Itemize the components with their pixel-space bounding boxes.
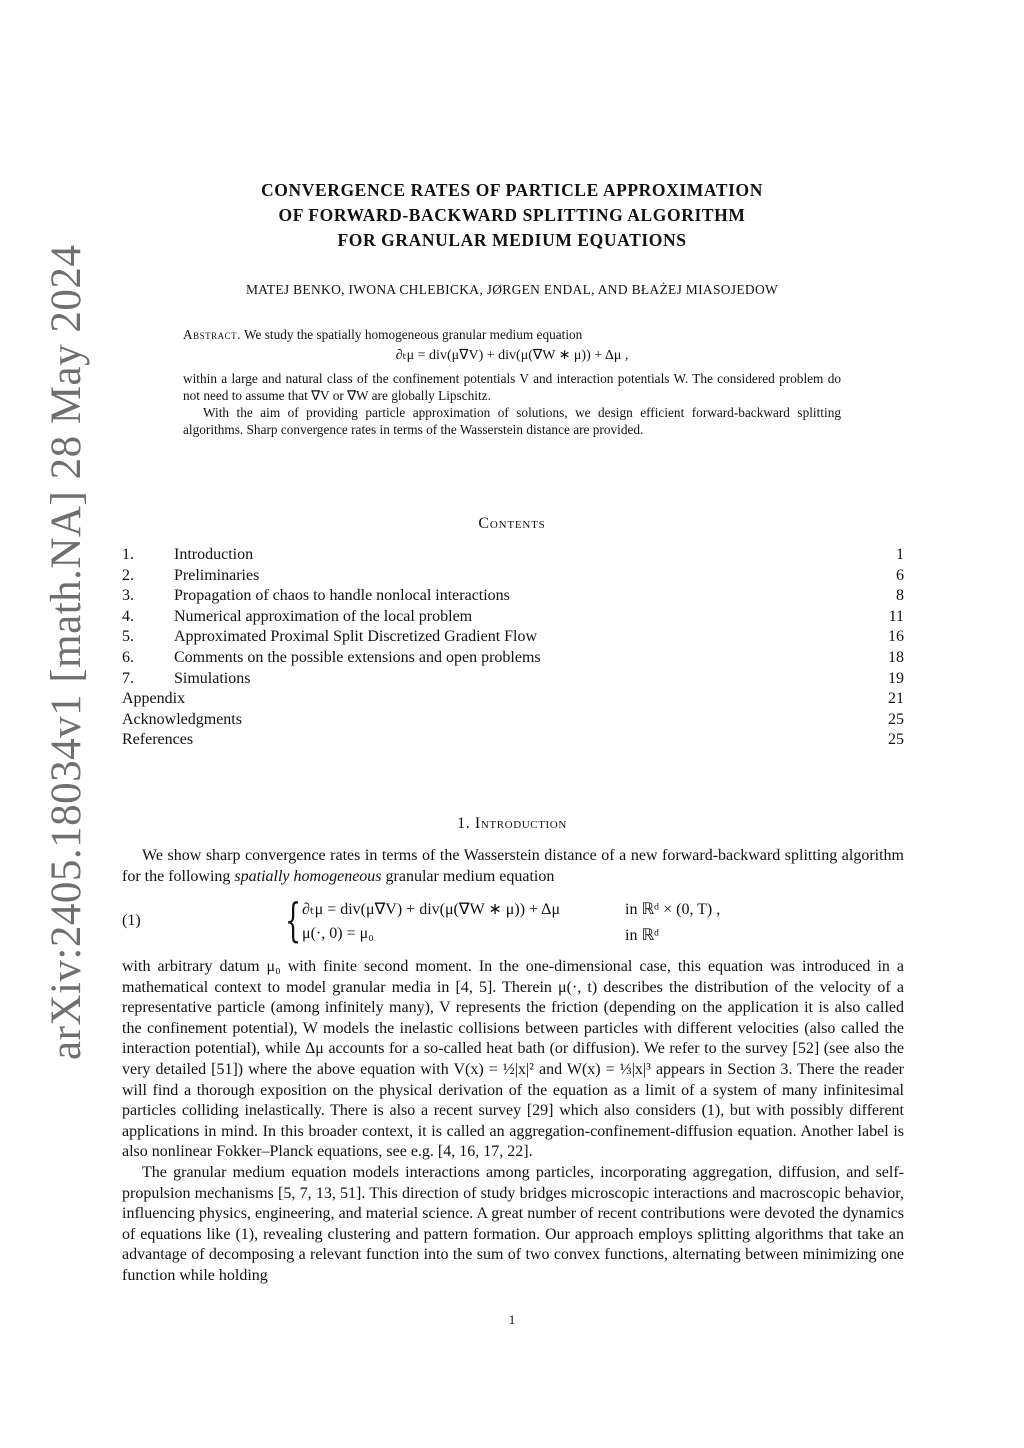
equation-line-1-domain: in ℝᵈ × (0, T) ,: [625, 901, 721, 918]
toc-number: 6.: [122, 648, 134, 666]
title-line-2: OF FORWARD-BACKWARD SPLITTING ALGORITHM: [278, 205, 746, 225]
intro-paragraph-3-text: The granular medium equation models interactions among particles, incorporating aggregation, diffusion, and self-propulsion mechanisms [5, 7, 13, 51]. This direction of study bridges microscopic interactions and macroscopic behavior, influencing physics, engineering, and material science. A great number of recent contributions were devoted the dynamics of equations like (1), revealing clustering and pattern formation. Our approach employs splitting algorithms that take an advantage of decomposing a relevant function into the sum of two convex functions, alternating between minimizing one function while holding: [122, 1163, 904, 1284]
intro-paragraph-2-text: with arbitrary datum μ₀ with finite second moment. In the one-dimensional case, this equation was introduced in a mathematical context to model granular media in [4, 5]. Therein μ(·, t) describes the distribution of the velocity of a representative particle (among infinitely many), V represents the friction (depending on the application it is also called the confinement potential), W models the inelastic collisions between particles with different velocities (also called the interaction potential), while Δμ accounts for a so-called heat bath (or diffusion). We refer to the survey [52] (see also the very detailed [51]) where the above equation with V(x) = ½|x|² and W(x) = ⅓|x|³ appears in Section 3. There the reader will find a thorough exposition on the physical derivation of the equation as a limit of a system of many infinitesimal particles colliding inelastically. There is also a recent survey [29] which also considers (1), but with possibly different applications in mind. In this broader context, it is called an aggregation-confinement-diffusion equation. Another label is also nonlinear Fokker–Planck equations, see e.g. [4, 16, 17, 22].: [122, 958, 904, 1161]
author-list: MATEJ BENKO, IWONA CHLEBICKA, JØRGEN ENDAL, AND BŁAŻEJ MIASOJEDOW: [245, 282, 779, 297]
abstract: [183, 326, 841, 438]
toc-title: Simulations: [174, 669, 251, 687]
table-of-contents: [122, 545, 904, 751]
toc-entry-propagation-of-chaos[interactable]: [122, 586, 904, 607]
title-line-1: CONVERGENCE RATES OF PARTICLE APPROXIMATION: [261, 180, 763, 200]
toc-number: 5.: [122, 628, 134, 646]
toc-title: Preliminaries: [174, 566, 260, 584]
toc-page: 16: [888, 628, 904, 646]
abstract-intro-text: We study the spatially homogeneous granular medium equation: [244, 327, 583, 342]
section-number: 1.: [457, 815, 471, 832]
intro-paragraph-2: [122, 957, 904, 1287]
section-title: Introduction: [474, 815, 567, 832]
toc-title: Appendix: [122, 690, 186, 708]
toc-entry-preliminaries[interactable]: [122, 566, 904, 587]
toc-page: 6: [896, 566, 904, 584]
paper-title: [0, 178, 1024, 253]
intro-emphasis: spatially homogeneous: [234, 867, 382, 885]
intro-text-a: We show sharp convergence rates in terms of the Wasserstein distance of a new forward-backward splitting algorithm for the following: [122, 847, 904, 885]
abstract-equation: ∂ₜμ = div(μ∇V) + div(μ(∇W ∗ μ)) + Δμ ,: [395, 348, 629, 363]
toc-number: 2.: [122, 566, 134, 584]
toc-entry-comments-extensions[interactable]: [122, 648, 904, 669]
equation-label: (1): [122, 912, 141, 929]
toc-title: References: [122, 731, 194, 749]
toc-title: Numerical approximation of the local problem: [174, 607, 473, 625]
title-line-3: FOR GRANULAR MEDIUM EQUATIONS: [337, 230, 687, 250]
toc-number: 4.: [122, 607, 134, 625]
toc-entry-references[interactable]: [122, 730, 904, 751]
toc-entry-approximated-proximal[interactable]: [122, 627, 904, 648]
toc-entry-simulations[interactable]: [122, 669, 904, 690]
toc-title: Comments on the possible extensions and open problems: [174, 648, 541, 666]
toc-number: 7.: [122, 669, 134, 687]
toc-entry-appendix[interactable]: [122, 689, 904, 710]
equation-line-2-domain: in ℝᵈ: [625, 927, 660, 944]
equation-line-2: μ(·, 0) = μ₀: [302, 925, 374, 942]
toc-title: Approximated Proximal Split Discretized Gradient Flow: [174, 628, 538, 646]
toc-page: 21: [888, 690, 904, 708]
toc-number: 3.: [122, 587, 134, 605]
equation-1: [122, 893, 904, 947]
toc-page: 1: [896, 546, 904, 563]
intro-paragraph-1: [122, 846, 904, 887]
toc-page: 19: [888, 669, 904, 687]
abstract-label: Abstract.: [183, 327, 241, 342]
intro-text-b: granular medium equation: [381, 867, 555, 885]
toc-page: 25: [888, 710, 904, 728]
toc-page: 18: [888, 648, 904, 666]
equation-line-1: ∂ₜμ = div(μ∇V) + div(μ(∇W ∗ μ)) + Δμ: [302, 901, 561, 918]
toc-entry-introduction[interactable]: [122, 545, 904, 566]
abstract-intro: [183, 326, 841, 343]
toc-page: 11: [888, 607, 904, 625]
toc-title: Introduction: [174, 546, 254, 563]
contents-heading: Contents: [478, 515, 546, 532]
toc-title: Acknowledgments: [122, 710, 242, 728]
abstract-second-paragraph: With the aim of providing particle approximation of solutions, we design efficient forward-backward splitting algorithms. Sharp convergence rates in terms of the Wasserstein distance are provided.: [183, 405, 841, 437]
toc-number: 1.: [122, 546, 134, 563]
toc-entry-numerical-approximation[interactable]: [122, 607, 904, 628]
page-number: 1: [508, 1312, 516, 1327]
toc-title: Propagation of chaos to handle nonlocal interactions: [174, 587, 510, 605]
arxiv-identifier: arXiv:2405.18034v1 [math.NA] 28 May 2024: [43, 244, 90, 1060]
abstract-after-equation: within a large and natural class of the confinement potentials V and interaction potentials W. The considered problem do not need to assume that ∇V or ∇W are globally Lipschitz.: [183, 371, 841, 403]
toc-page: 25: [888, 731, 904, 749]
toc-entry-acknowledgments[interactable]: [122, 710, 904, 731]
brace-symbol: {: [285, 893, 302, 947]
section-heading-introduction: [0, 815, 1024, 833]
toc-page: 8: [896, 587, 904, 605]
